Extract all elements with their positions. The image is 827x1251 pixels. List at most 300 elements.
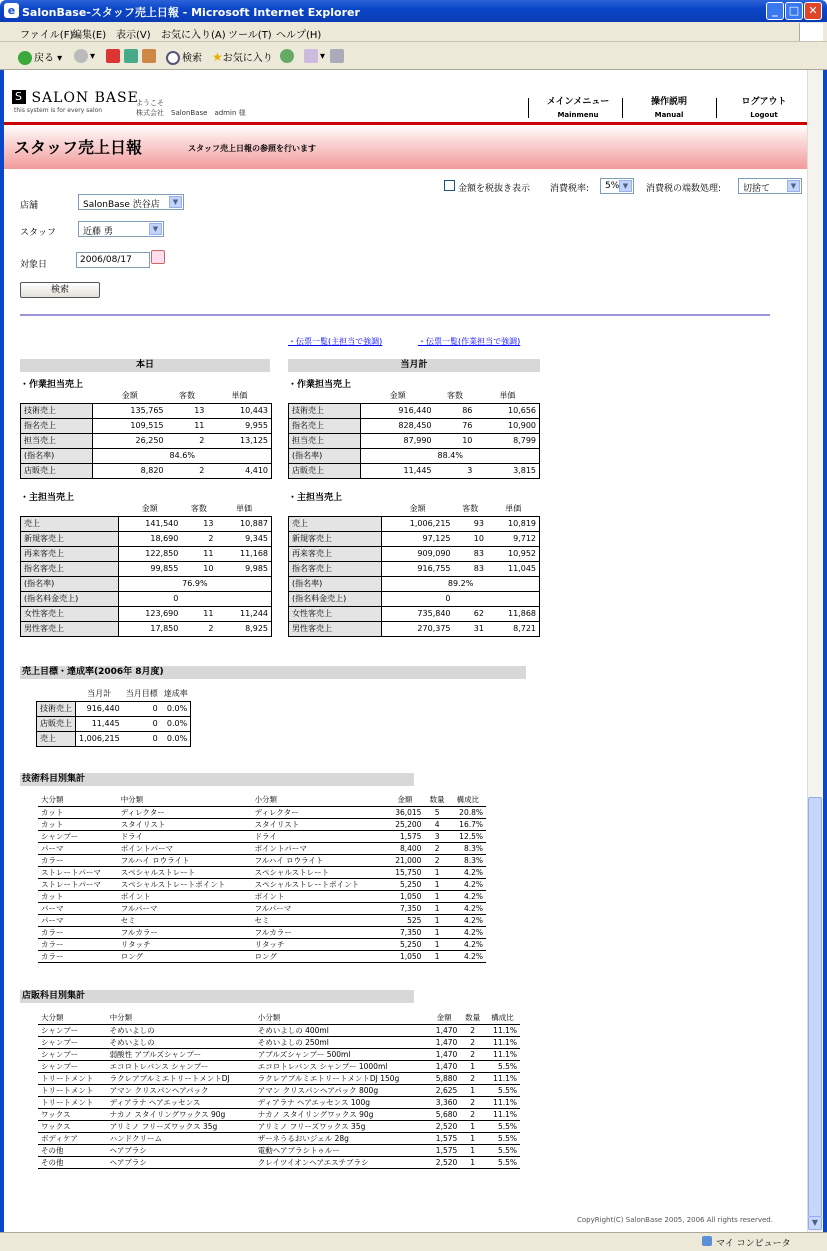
category-cell: カラー bbox=[38, 950, 118, 962]
table-row bbox=[38, 854, 486, 866]
category-cell: エコロトレバンス シャンプー 1000ml bbox=[255, 1060, 428, 1072]
back-button[interactable]: 戻る ▾ bbox=[18, 49, 62, 65]
tax-excluded-checkbox[interactable] bbox=[444, 180, 455, 191]
table-row bbox=[38, 926, 486, 938]
date-input[interactable]: 2006/08/17 bbox=[76, 252, 150, 268]
category-cell: 弱酸性 アブルズシャンプー bbox=[107, 1048, 255, 1060]
category-cell: ディアラナ ヘアエッセンス 100g bbox=[255, 1096, 428, 1108]
row-label: 技術売上 bbox=[21, 403, 93, 418]
table-row bbox=[289, 591, 540, 606]
unit-cell: 10,443 bbox=[207, 403, 271, 418]
table-row bbox=[38, 890, 486, 902]
category-cell: 2 bbox=[460, 1048, 485, 1060]
table-row bbox=[38, 1060, 520, 1072]
amount-cell: 909,090 bbox=[382, 546, 454, 561]
target-title: 売上目標・達成率(2006年 8月度) bbox=[20, 666, 526, 679]
today-main-title: ・主担当売上 bbox=[20, 493, 75, 503]
back-arrow-icon bbox=[18, 51, 32, 65]
category-cell: 7,350 bbox=[385, 902, 424, 914]
row-label: 女性客売上 bbox=[289, 606, 382, 621]
retail-category-table bbox=[38, 1012, 520, 1169]
row-label: 店販売上 bbox=[21, 463, 93, 478]
header-spacer bbox=[37, 687, 76, 701]
row-label: 担当売上 bbox=[289, 433, 361, 448]
category-col-header: 数量 bbox=[424, 794, 449, 806]
unit-cell: 4,410 bbox=[207, 463, 271, 478]
col-unit: 単価 bbox=[505, 504, 522, 514]
category-cell: 1 bbox=[460, 1060, 485, 1072]
amount-cell: 87,990 bbox=[361, 433, 435, 448]
nav-manual[interactable]: 操作説明 Manual bbox=[650, 97, 687, 119]
category-cell: 15,750 bbox=[385, 866, 424, 878]
count-cell bbox=[454, 591, 487, 606]
category-cell: スペシャルストレートポイント bbox=[252, 878, 386, 890]
count-cell: 93 bbox=[454, 516, 487, 531]
unit-cell: 8,721 bbox=[487, 621, 540, 636]
category-cell: 1 bbox=[460, 1156, 485, 1168]
category-cell: 5,680 bbox=[428, 1108, 460, 1120]
unit-cell: 3,815 bbox=[475, 463, 539, 478]
rate-cell: 0.0% bbox=[161, 701, 191, 716]
mail-button[interactable]: ▾ bbox=[304, 49, 325, 63]
table-row bbox=[21, 448, 272, 463]
category-cell: ロング bbox=[118, 950, 252, 962]
table-row bbox=[38, 938, 486, 950]
category-cell: 5 bbox=[424, 806, 449, 818]
category-cell: アマン クリスパンヘアパック 800g bbox=[255, 1084, 428, 1096]
count-cell bbox=[181, 591, 216, 606]
category-cell: 5.5% bbox=[485, 1156, 520, 1168]
table-row bbox=[289, 546, 540, 561]
chevron-down-icon: ▼ bbox=[169, 196, 182, 208]
row-label: (指名率) bbox=[21, 448, 93, 463]
status-zone: マイ コンピュータ bbox=[716, 1239, 791, 1249]
category-cell: 3,360 bbox=[428, 1096, 460, 1108]
count-cell: 83 bbox=[454, 546, 487, 561]
category-cell: ザーネうるおいジェル 28g bbox=[255, 1132, 428, 1144]
row-label: 指名売上 bbox=[289, 418, 361, 433]
category-cell: カラー bbox=[38, 926, 118, 938]
history-button[interactable] bbox=[280, 49, 296, 63]
table-row bbox=[37, 731, 191, 746]
table-row bbox=[38, 866, 486, 878]
table-row bbox=[38, 1132, 520, 1144]
menu-view[interactable]: 表示(V) bbox=[116, 30, 151, 41]
rounding-label: 消費税の端数処理: bbox=[646, 184, 722, 194]
nav-mainmenu[interactable]: メインメニュー Mainmenu bbox=[546, 97, 610, 119]
forward-button[interactable]: ▾ bbox=[74, 49, 95, 63]
table-row bbox=[289, 576, 540, 591]
month-main-title: ・主担当売上 bbox=[288, 493, 343, 503]
close-button[interactable]: ✕ bbox=[804, 2, 822, 20]
category-cell: 11.1% bbox=[485, 1036, 520, 1048]
row-label: 売上 bbox=[21, 516, 119, 531]
row-label: 男性客売上 bbox=[21, 621, 119, 636]
month-header: 当月計 bbox=[288, 359, 540, 372]
table-row bbox=[38, 1108, 520, 1120]
table-row bbox=[37, 701, 191, 716]
col-unit: 単価 bbox=[235, 504, 252, 514]
unit-cell: 11,244 bbox=[216, 606, 271, 621]
category-cell: 1,575 bbox=[385, 830, 424, 842]
print-button[interactable] bbox=[330, 49, 346, 63]
date-label: 対象日 bbox=[20, 260, 48, 270]
tech-title: 技術科目別集計 bbox=[20, 773, 414, 786]
category-cell: ヘアブラシ bbox=[107, 1156, 255, 1168]
col-customers: 客数 bbox=[190, 504, 207, 514]
amount-cell: 735,840 bbox=[382, 606, 454, 621]
menubar bbox=[0, 22, 827, 42]
table-row bbox=[37, 716, 191, 731]
star-icon: ★ bbox=[212, 50, 223, 64]
table-row bbox=[21, 546, 272, 561]
refresh-button[interactable] bbox=[124, 49, 140, 63]
count-cell: 2 bbox=[181, 531, 216, 546]
category-cell: パーマ bbox=[38, 914, 118, 926]
amount-cell: 122,850 bbox=[118, 546, 181, 561]
table-row bbox=[289, 403, 540, 418]
table-row bbox=[38, 1096, 520, 1108]
category-cell: パーマ bbox=[38, 902, 118, 914]
count-cell: 10 bbox=[435, 433, 476, 448]
unit-cell: 13,125 bbox=[207, 433, 271, 448]
amount-cell: 26,250 bbox=[93, 433, 167, 448]
row-label: 新規客売上 bbox=[289, 531, 382, 546]
category-cell: 4.2% bbox=[450, 866, 486, 878]
category-cell: カット bbox=[38, 806, 118, 818]
count-cell: 62 bbox=[454, 606, 487, 621]
count-cell: 10 bbox=[181, 561, 216, 576]
salonbase-logo: S SALON BASE bbox=[12, 90, 139, 106]
search-button[interactable]: 検索 bbox=[20, 282, 100, 298]
tax-rate-select[interactable]: 5% ▼ bbox=[600, 178, 634, 194]
category-cell: 12.5% bbox=[450, 830, 486, 842]
category-cell: ロング bbox=[252, 950, 386, 962]
row-label: 技術売上 bbox=[289, 403, 361, 418]
print-icon bbox=[330, 49, 344, 63]
category-cell: 20.8% bbox=[450, 806, 486, 818]
category-cell: 2,520 bbox=[428, 1120, 460, 1132]
category-cell: 16.7% bbox=[450, 818, 486, 830]
table-row bbox=[21, 606, 272, 621]
table-row bbox=[21, 621, 272, 636]
category-cell: 4.2% bbox=[450, 914, 486, 926]
category-cell: そめいよしの 400ml bbox=[255, 1024, 428, 1036]
statusbar bbox=[0, 1232, 827, 1251]
copyright: CopyRight(C) SalonBase 2005, 2006 All rights reserved. bbox=[577, 1216, 773, 1224]
count-cell: 13 bbox=[167, 403, 208, 418]
category-cell: 11.1% bbox=[485, 1108, 520, 1120]
col-amount: 金額 bbox=[389, 391, 406, 401]
count-cell: 11 bbox=[181, 606, 216, 621]
menu-help[interactable]: ヘルプ(H) bbox=[276, 30, 322, 41]
category-cell: ヘアブラシ bbox=[107, 1144, 255, 1156]
category-col-header: 構成比 bbox=[450, 794, 486, 806]
slip-list-work-link[interactable]: ・伝票一覧(作業担当で強調) bbox=[418, 337, 521, 346]
rate-value: 88.4% bbox=[361, 448, 540, 463]
category-cell: セミ bbox=[252, 914, 386, 926]
rate-value: 89.2% bbox=[382, 576, 540, 591]
unit-cell: 10,900 bbox=[475, 418, 539, 433]
category-cell: スペシャルストレート bbox=[252, 866, 386, 878]
row-label: 女性客売上 bbox=[21, 606, 119, 621]
scroll-down-button[interactable]: ▼ bbox=[808, 1216, 822, 1230]
unit-cell: 10,887 bbox=[216, 516, 271, 531]
unit-cell: 9,345 bbox=[216, 531, 271, 546]
row-label: 担当売上 bbox=[21, 433, 93, 448]
category-cell: 電動ヘアブラシトゥルー bbox=[255, 1144, 428, 1156]
store-label: 店舗 bbox=[20, 201, 39, 211]
today-header: 本日 bbox=[20, 359, 270, 372]
unit-cell: 9,712 bbox=[487, 531, 540, 546]
category-cell: カラー bbox=[38, 854, 118, 866]
category-cell: アリミノ フリーズワックス 35g bbox=[107, 1120, 255, 1132]
category-cell: ワックス bbox=[38, 1108, 107, 1120]
amount-cell: 97,125 bbox=[382, 531, 454, 546]
category-cell: その他 bbox=[38, 1156, 107, 1168]
amount-cell: 0 bbox=[118, 591, 181, 606]
rate-value: 76.9% bbox=[118, 576, 271, 591]
row-label: (指名率) bbox=[289, 576, 382, 591]
rounding-select[interactable]: 切捨て ▼ bbox=[738, 178, 802, 194]
table-row bbox=[289, 448, 540, 463]
category-cell: 5.5% bbox=[485, 1132, 520, 1144]
category-cell: ストレートパーマ bbox=[38, 866, 118, 878]
menu-tools[interactable]: ツール(T) bbox=[228, 30, 272, 41]
tagline: this system is for every salon bbox=[14, 107, 103, 114]
category-cell: シャンプー bbox=[38, 1048, 107, 1060]
menu-favorites[interactable]: お気に入り(A) bbox=[161, 30, 226, 41]
category-cell: 2,625 bbox=[428, 1084, 460, 1096]
category-cell: 36,015 bbox=[385, 806, 424, 818]
category-cell: ディレクター bbox=[118, 806, 252, 818]
count-cell: 83 bbox=[454, 561, 487, 576]
table-row bbox=[289, 621, 540, 636]
table-row bbox=[38, 1048, 520, 1060]
calendar-icon[interactable] bbox=[151, 250, 165, 264]
scrollbar-thumb[interactable] bbox=[808, 797, 822, 1217]
total-cell: 1,006,215 bbox=[76, 731, 123, 746]
category-cell: ナカノ スタイリングワックス 90g bbox=[107, 1108, 255, 1120]
search-button[interactable]: 検索 bbox=[166, 49, 202, 65]
tech-category-table bbox=[38, 794, 486, 963]
category-cell: 5.5% bbox=[485, 1084, 520, 1096]
col-amount: 金額 bbox=[409, 504, 426, 514]
toolbar bbox=[0, 42, 827, 70]
category-cell: スペシャルストレート bbox=[118, 866, 252, 878]
table-row bbox=[289, 433, 540, 448]
nav-separator bbox=[622, 98, 623, 118]
category-cell: 1,575 bbox=[428, 1132, 460, 1144]
table-row bbox=[38, 950, 486, 962]
category-cell: 2,520 bbox=[428, 1156, 460, 1168]
category-cell: 8.3% bbox=[450, 854, 486, 866]
category-cell: 2 bbox=[460, 1024, 485, 1036]
count-cell: 3 bbox=[435, 463, 476, 478]
table-row bbox=[38, 806, 486, 818]
amount-cell: 11,445 bbox=[361, 463, 435, 478]
category-cell: トリートメント bbox=[38, 1072, 107, 1084]
category-cell: 4.2% bbox=[450, 938, 486, 950]
category-cell: ラクレアブルミエトリートメントDJ bbox=[107, 1072, 255, 1084]
row-label: (指名率) bbox=[289, 448, 361, 463]
count-cell: 76 bbox=[435, 418, 476, 433]
count-cell: 86 bbox=[435, 403, 476, 418]
month-work-title: ・作業担当売上 bbox=[288, 380, 352, 390]
today-main-table bbox=[20, 502, 272, 637]
category-cell: 4.2% bbox=[450, 890, 486, 902]
menu-file[interactable]: ファイル(F) bbox=[20, 30, 74, 41]
category-cell: フルパーマ bbox=[252, 902, 386, 914]
table-row bbox=[21, 463, 272, 478]
category-cell: 1,470 bbox=[428, 1060, 460, 1072]
category-cell: そめいよしの bbox=[107, 1024, 255, 1036]
row-label: (指名料金売上) bbox=[21, 591, 119, 606]
table-row bbox=[289, 561, 540, 576]
category-cell: シャンプー bbox=[38, 1060, 107, 1072]
col-customers: 客数 bbox=[462, 504, 479, 514]
home-button[interactable] bbox=[142, 49, 158, 63]
category-cell: 1 bbox=[460, 1120, 485, 1132]
windows-logo bbox=[799, 23, 823, 41]
category-cell: ナカノ スタイリングワックス 90g bbox=[255, 1108, 428, 1120]
category-cell: そめいよしの 250ml bbox=[255, 1036, 428, 1048]
category-cell: アマン クリスパンヘアパック bbox=[107, 1084, 255, 1096]
table-row bbox=[289, 606, 540, 621]
category-cell: 1 bbox=[424, 914, 449, 926]
col-amount: 金額 bbox=[141, 504, 158, 514]
category-col-header: 中分類 bbox=[107, 1012, 255, 1024]
header-spacer bbox=[21, 389, 93, 403]
favorites-button[interactable]: ★お気に入り bbox=[212, 50, 273, 64]
category-cell: スペシャルストレートポイント bbox=[118, 878, 252, 890]
amount-cell: 18,690 bbox=[118, 531, 181, 546]
count-cell: 10 bbox=[454, 531, 487, 546]
chevron-down-icon: ▼ bbox=[619, 180, 632, 192]
page-title: スタッフ売上日報 bbox=[14, 138, 143, 157]
unit-cell: 8,925 bbox=[216, 621, 271, 636]
welcome-text: ようこそ 株式会社 SalonBase admin 様 bbox=[136, 99, 246, 117]
row-label: (指名率) bbox=[21, 576, 119, 591]
category-cell: 1 bbox=[424, 866, 449, 878]
menu-edit[interactable]: 編集(E) bbox=[72, 30, 107, 41]
divider-line bbox=[20, 314, 770, 316]
store-select[interactable]: SalonBase 渋谷店 ▼ bbox=[78, 194, 184, 210]
table-row bbox=[289, 463, 540, 478]
today-work-table bbox=[20, 389, 272, 479]
forward-arrow-icon bbox=[74, 49, 88, 63]
category-cell: 21,000 bbox=[385, 854, 424, 866]
category-cell: ポイントパーマ bbox=[118, 842, 252, 854]
table-row bbox=[21, 433, 272, 448]
category-cell: ポイントパーマ bbox=[252, 842, 386, 854]
page-header-band bbox=[4, 125, 807, 169]
month-work-table bbox=[288, 389, 540, 479]
category-cell: 1 bbox=[460, 1132, 485, 1144]
col-customers: 客数 bbox=[446, 391, 463, 401]
category-cell: フルカラー bbox=[252, 926, 386, 938]
category-col-header: 数量 bbox=[460, 1012, 485, 1024]
target-cell: 0 bbox=[123, 701, 161, 716]
col-customers: 客数 bbox=[178, 391, 195, 401]
staff-label: スタッフ bbox=[20, 228, 57, 238]
tax-excluded-label: 金額を税抜き表示 bbox=[458, 184, 531, 194]
category-cell: ワックス bbox=[38, 1120, 107, 1132]
window-frame-right bbox=[823, 70, 827, 1232]
category-cell: 4.2% bbox=[450, 902, 486, 914]
category-cell: 5,250 bbox=[385, 878, 424, 890]
computer-icon bbox=[702, 1236, 712, 1246]
minimize-button[interactable]: _ bbox=[766, 2, 784, 20]
category-cell: 1 bbox=[424, 938, 449, 950]
category-cell: 1 bbox=[424, 890, 449, 902]
target-col-header: 達成率 bbox=[163, 689, 188, 699]
col-unit: 単価 bbox=[499, 391, 516, 401]
category-cell: 2 bbox=[460, 1072, 485, 1084]
table-row bbox=[38, 842, 486, 854]
category-cell: ディアラナ ヘアエッセンス bbox=[107, 1096, 255, 1108]
table-row bbox=[21, 561, 272, 576]
today-work-title: ・作業担当売上 bbox=[20, 380, 84, 390]
category-cell: ドライ bbox=[252, 830, 386, 842]
row-label: 指名売上 bbox=[21, 418, 93, 433]
table-row bbox=[38, 1072, 520, 1084]
category-cell: 11.1% bbox=[485, 1096, 520, 1108]
category-col-header: 構成比 bbox=[485, 1012, 520, 1024]
category-cell: ボディケア bbox=[38, 1132, 107, 1144]
slip-list-main-link[interactable]: ・伝票一覧(主担当で強調) bbox=[288, 337, 383, 346]
unit-cell: 11,868 bbox=[487, 606, 540, 621]
category-cell: 5.5% bbox=[485, 1144, 520, 1156]
category-cell: カット bbox=[38, 890, 118, 902]
category-cell: 1,470 bbox=[428, 1024, 460, 1036]
table-row bbox=[21, 531, 272, 546]
category-cell: シャンプー bbox=[38, 830, 118, 842]
row-label: 新規客売上 bbox=[21, 531, 119, 546]
category-cell: フルカラー bbox=[118, 926, 252, 938]
category-cell: カット bbox=[38, 818, 118, 830]
category-cell: ハンドクリーム bbox=[107, 1132, 255, 1144]
category-col-header: 小分類 bbox=[255, 1012, 428, 1024]
target-cell: 0 bbox=[123, 716, 161, 731]
category-cell: 1,470 bbox=[428, 1036, 460, 1048]
table-row bbox=[38, 878, 486, 890]
category-cell: 5.5% bbox=[485, 1060, 520, 1072]
nav-logout[interactable]: ログアウト Logout bbox=[741, 97, 787, 119]
amount-cell: 828,450 bbox=[361, 418, 435, 433]
category-cell: ポイント bbox=[252, 890, 386, 902]
staff-select[interactable]: 近藤 勇 ▼ bbox=[78, 221, 164, 237]
row-label: 売上 bbox=[37, 731, 76, 746]
table-row bbox=[289, 531, 540, 546]
target-cell: 0 bbox=[123, 731, 161, 746]
amount-cell: 123,690 bbox=[118, 606, 181, 621]
page-content bbox=[4, 70, 807, 1232]
amount-cell: 8,820 bbox=[93, 463, 167, 478]
count-cell: 31 bbox=[454, 621, 487, 636]
category-cell: ディレクター bbox=[252, 806, 386, 818]
maximize-button[interactable]: □ bbox=[785, 2, 803, 20]
category-cell: 2 bbox=[424, 842, 449, 854]
chevron-down-icon: ▼ bbox=[149, 223, 162, 235]
category-cell: 2 bbox=[460, 1036, 485, 1048]
stop-button[interactable] bbox=[106, 49, 122, 63]
amount-cell: 99,855 bbox=[118, 561, 181, 576]
rate-cell: 0.0% bbox=[161, 731, 191, 746]
unit-cell: 9,955 bbox=[207, 418, 271, 433]
category-cell: 1,575 bbox=[428, 1144, 460, 1156]
history-icon bbox=[280, 49, 294, 63]
